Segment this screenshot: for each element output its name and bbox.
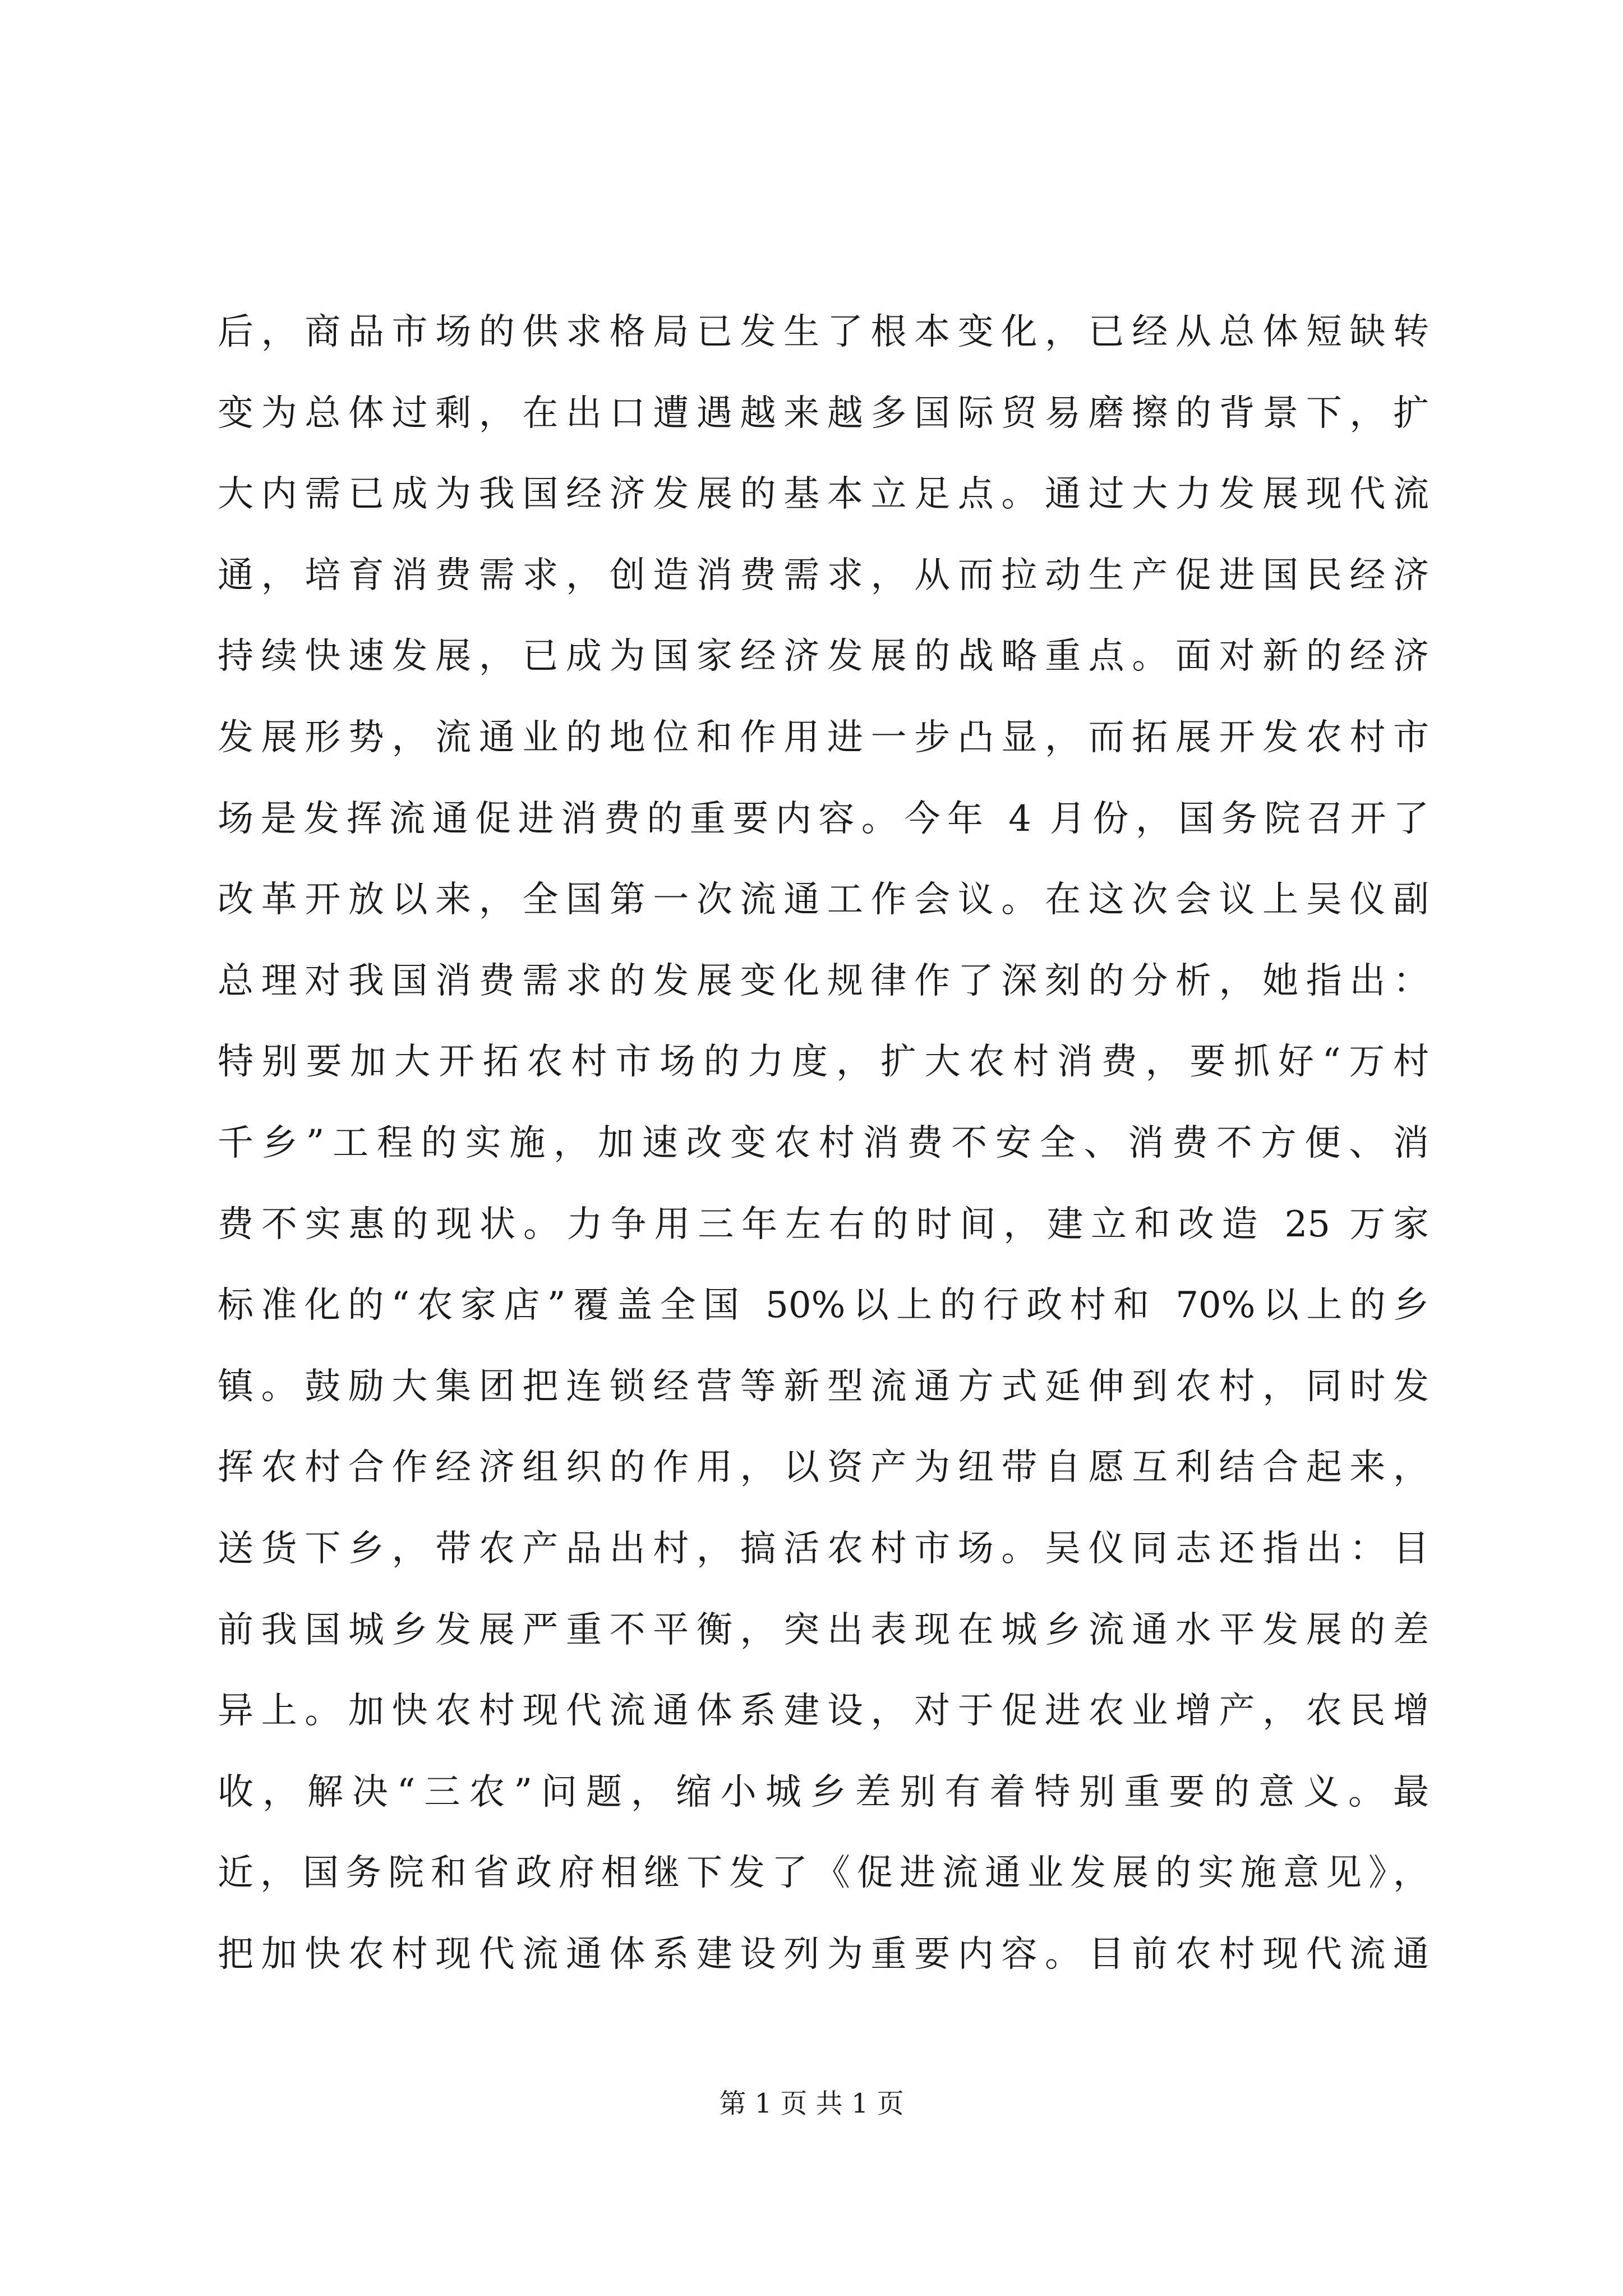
text-line: 特别要加大开拓农村市场的力度，扩大农村消费，要抓好“万村 (218, 1041, 1429, 1083)
text-line: 送货下乡，带农产品出村，搞活农村市场。吴仪同志还指出：目 (218, 1527, 1429, 1570)
text-line: 后，商品市场的供求格局已发生了根本变化，已经从总体短缺转 (218, 311, 1429, 353)
body-paragraph (218, 292, 1429, 1995)
text-line: 挥农村合作经济组织的作用，以资产为纽带自愿互利结合起来， (218, 1447, 1429, 1489)
text-line: 改革开放以来，全国第一次流通工作会议。在这次会议上吴仪副 (218, 879, 1429, 921)
text-line: 场是发挥流通促进消费的重要内容。今年 4 月份，国务院召开了 (218, 798, 1429, 840)
text-line: 近，国务院和省政府相继下发了《促进流通业发展的实施意见》， (218, 1852, 1429, 1894)
text-line: 变为总体过剩，在出口遭遇越来越多国际贸易磨擦的背景下，扩 (218, 392, 1429, 434)
text-line: 大内需已成为我国经济发展的基本立足点。通过大力发展现代流 (218, 473, 1429, 516)
text-line: 千乡”工程的实施，加速改变农村消费不安全、消费不方便、消 (218, 1122, 1429, 1164)
text-line: 标准化的“农家店”覆盖全国 50%以上的行政村和 70%以上的乡 (218, 1285, 1429, 1327)
text-line: 通，培育消费需求，创造消费需求，从而拉动生产促进国民经济 (218, 554, 1429, 596)
text-line: 总理对我国消费需求的发展变化规律作了深刻的分析，她指出： (218, 960, 1429, 1002)
text-line: 把加快农村现代流通体系建设列为重要内容。目前农村现代流通 (218, 1933, 1429, 1975)
text-line: 收，解决“三农”问题，缩小城乡差别有着特别重要的意义。最 (218, 1771, 1429, 1813)
text-line: 镇。鼓励大集团把连锁经营等新型流通方式延伸到农村，同时发 (218, 1365, 1429, 1407)
text-line: 前我国城乡发展严重不平衡，突出表现在城乡流通水平发展的差 (218, 1609, 1429, 1651)
text-line: 费不实惠的现状。力争用三年左右的时间，建立和改造 25 万家 (218, 1203, 1429, 1245)
text-line: 异上。加快农村现代流通体系建设，对于促进农业增产，农民增 (218, 1690, 1429, 1732)
page-footer: 第 1 页 共 1 页 (719, 2088, 904, 2119)
text-line: 发展形势，流通业的地位和作用进一步凸显，而拓展开发农村市 (218, 716, 1429, 758)
text-line: 持续快速发展，已成为国家经济发展的战略重点。面对新的经济 (218, 636, 1429, 678)
